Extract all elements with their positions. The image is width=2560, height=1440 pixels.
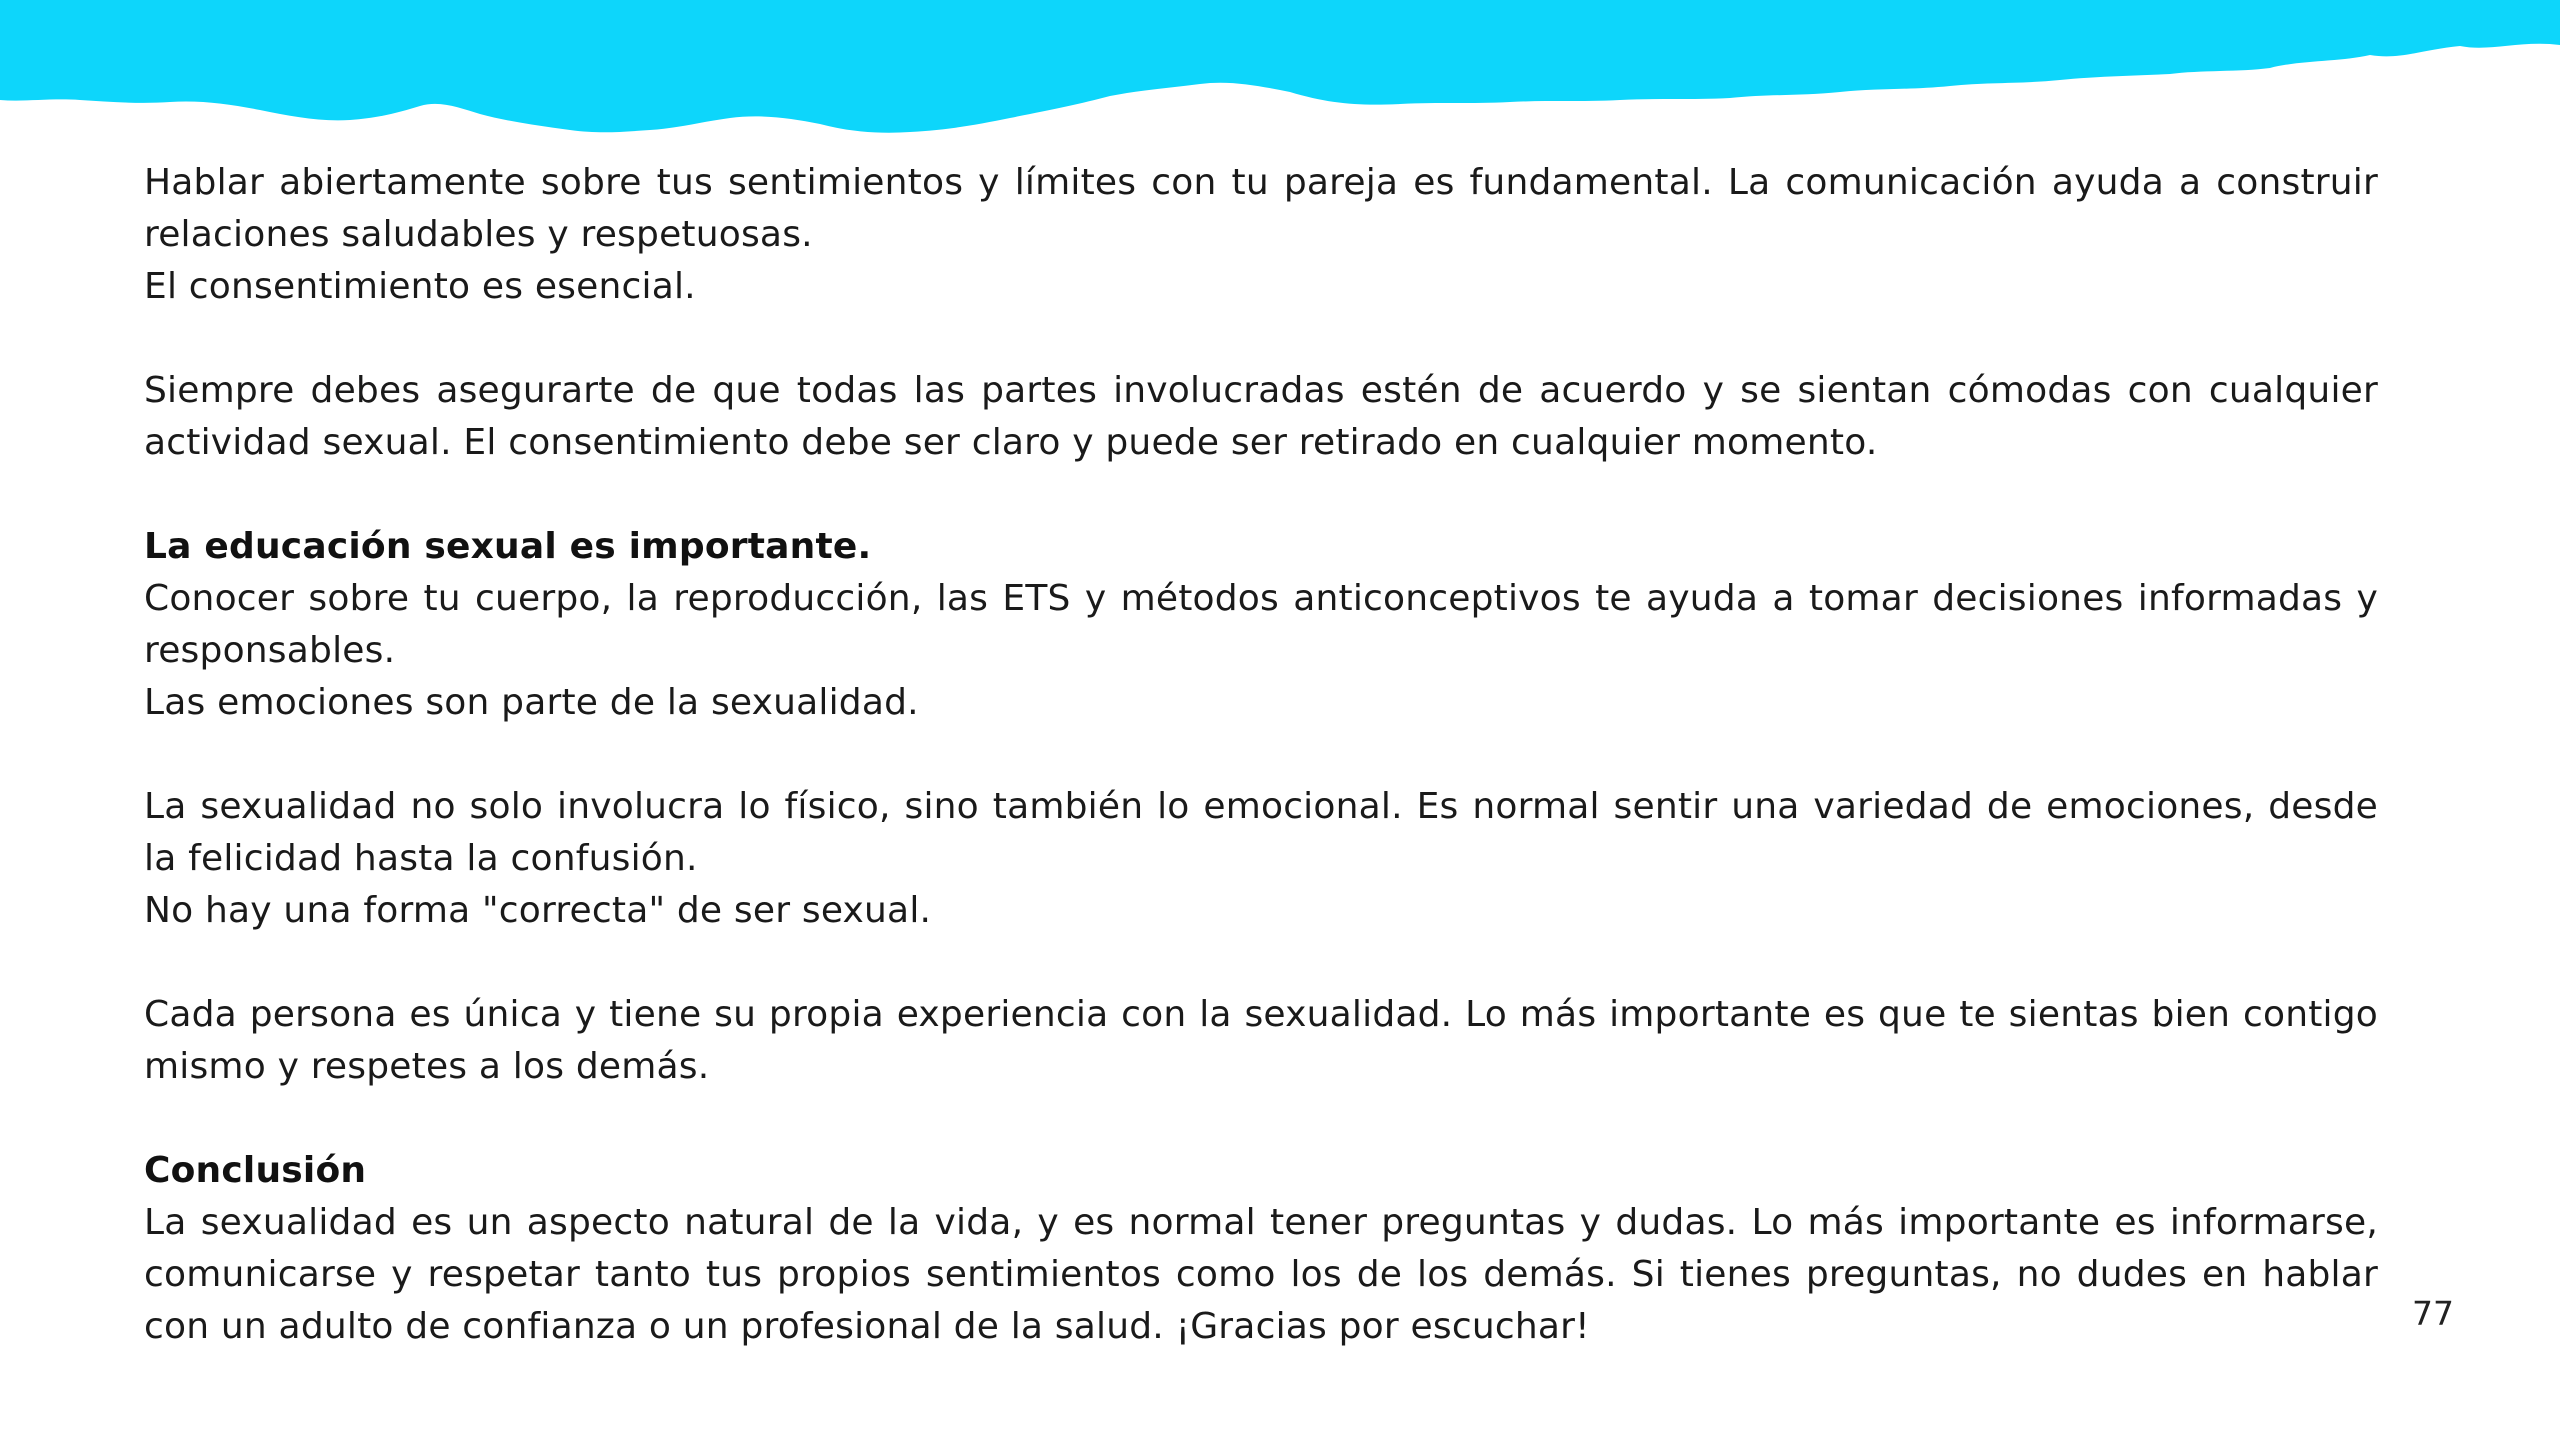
spacer <box>144 469 2378 521</box>
paragraph-no-correct-way: No hay una forma "correcta" de ser sexual. <box>144 890 932 931</box>
paragraph-sex-education: Conocer sobre tu cuerpo, la reproducción, las ETS y métodos anticonceptivos te ayuda a tomar decisiones informadas y responsables. <box>144 578 2378 671</box>
spacer <box>144 729 2378 781</box>
paragraph-conclusion: La sexualidad es un aspecto natural de la vida, y es normal tener preguntas y dudas. Lo más importante es informarse, comunicarse y respetar tanto tus propios sentimientos como los de los demás. Si tienes preguntas, no dudes en hablar con un adulto de confianza o un profesional de la salud. ¡Gracias por escuchar! <box>144 1202 2378 1347</box>
torn-paper-banner <box>0 0 2560 150</box>
paragraph-consent: Siempre debes asegurarte de que todas las partes involucradas estén de acuerdo y se sientan cómodas con cualquier actividad sexual. El consentimiento debe ser claro y puede ser retirado en cualquier momento. <box>144 370 2378 463</box>
body-text <box>144 157 2378 1353</box>
spacer <box>144 1093 2378 1145</box>
paragraph-consent-title: El consentimiento es esencial. <box>144 266 696 307</box>
page-number: 77 <box>2412 1294 2454 1333</box>
paragraph-emotions: La sexualidad no solo involucra lo físico, sino también lo emocional. Es normal sentir una variedad de emociones, desde la felicidad hasta la confusión. <box>144 786 2378 879</box>
paragraph-emotions-title: Las emociones son parte de la sexualidad. <box>144 682 919 723</box>
spacer <box>144 313 2378 365</box>
heading-conclusion: Conclusión <box>144 1150 367 1191</box>
paragraph-communication: Hablar abiertamente sobre tus sentimientos y límites con tu pareja es fundamental. La comunicación ayuda a construir relaciones saludables y respetuosas. <box>144 162 2378 255</box>
spacer <box>144 937 2378 989</box>
paragraph-unique-person: Cada persona es única y tiene su propia experiencia con la sexualidad. Lo más importante es que te sientas bien contigo mismo y respetes a los demás. <box>144 994 2378 1087</box>
heading-sex-education: La educación sexual es importante. <box>144 526 872 567</box>
